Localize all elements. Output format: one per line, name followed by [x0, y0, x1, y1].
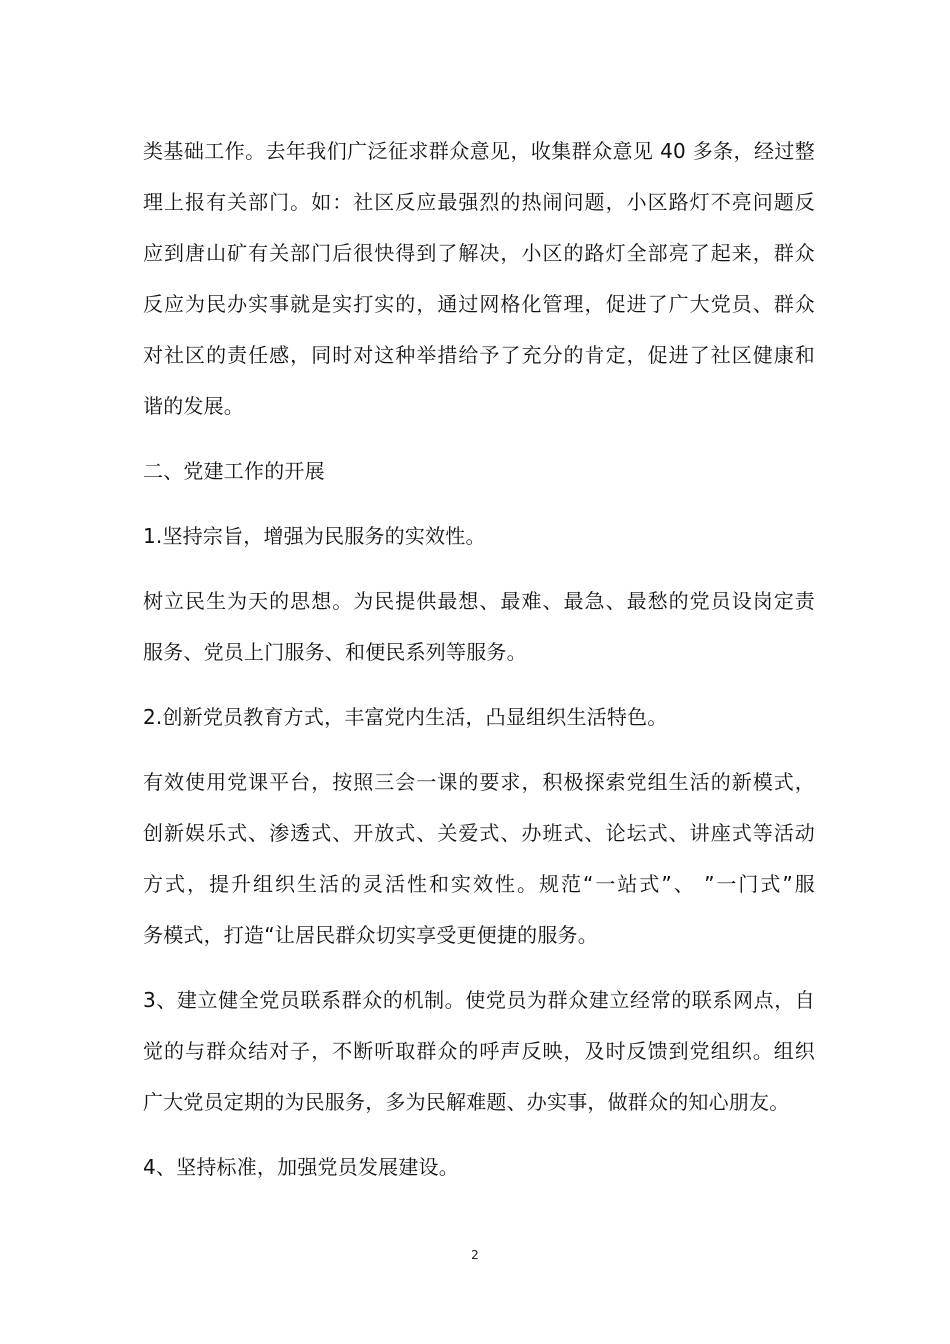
heading-text: 2.创新党员教育方式，丰富党内生活，凸显组织生活特色。 [143, 705, 668, 729]
text-line: 理上报有关部门。如：社区反应最强烈的热闹问题，小区路灯不亮问题反 [143, 190, 815, 214]
text-line: 3、建立健全党员联系群众的机制。使党员为群众建立经常的联系网点，自 [143, 988, 815, 1012]
text-line: 谐的发展。 [143, 394, 244, 418]
text-line: 务模式，打造“让居民群众切实享受更便捷的服务。 [143, 923, 598, 947]
section-heading [143, 446, 815, 497]
subheading-4 [143, 1142, 815, 1193]
paragraph-contact-mechanism [143, 975, 815, 1128]
text-line: 应到唐山矿有关部门后很快得到了解决，小区的路灯全部亮了起来，群众 [143, 241, 815, 265]
paragraph-education [143, 757, 815, 961]
paragraph-community-feedback [143, 126, 815, 432]
text-line: 有效使用党课平台，按照三会一课的要求，积极探索党组生活的新模式， [143, 770, 815, 794]
heading-text: 1.坚持宗旨，增强为民服务的实效性。 [143, 524, 486, 548]
text-line: 对社区的责任感，同时对这种举措给予了充分的肯定，促进了社区健康和 [143, 343, 815, 367]
text-line: 创新娱乐式、渗透式、开放式、关爱式、办班式、论坛式、讲座式等活动 [143, 821, 815, 845]
page-number: 2 [471, 1248, 479, 1262]
heading-text: 4、坚持标准，加强党员发展建设。 [143, 1155, 459, 1179]
subheading-2 [143, 692, 815, 743]
document-body [143, 126, 815, 1193]
text-line: 反应为民办实事就是实打实的，通过网格化管理，促进了广大党员、群众 [143, 292, 815, 316]
heading-text: 二、党建工作的开展 [143, 459, 325, 483]
text-line: 方式，提升组织生活的灵活性和实效性。规范“一站式”、 ”一门式”服 [143, 872, 815, 896]
text-line: 树立民生为天的思想。为民提供最想、最难、最急、最愁的党员设岗定责 [143, 589, 815, 613]
text-line: 服务、党员上门服务、和便民系列等服务。 [143, 640, 527, 664]
text-line: 觉的与群众结对子，不断听取群众的呼声反映，及时反馈到党组织。组织 [143, 1039, 815, 1063]
subheading-1 [143, 511, 815, 562]
text-line: 广大党员定期的为民服务，多为民解难题、办实事，做群众的知心朋友。 [143, 1090, 790, 1114]
text-line: 类基础工作。去年我们广泛征求群众意见，收集群众意见 40 多条，经过整 [143, 139, 815, 163]
paragraph-service [143, 576, 815, 678]
